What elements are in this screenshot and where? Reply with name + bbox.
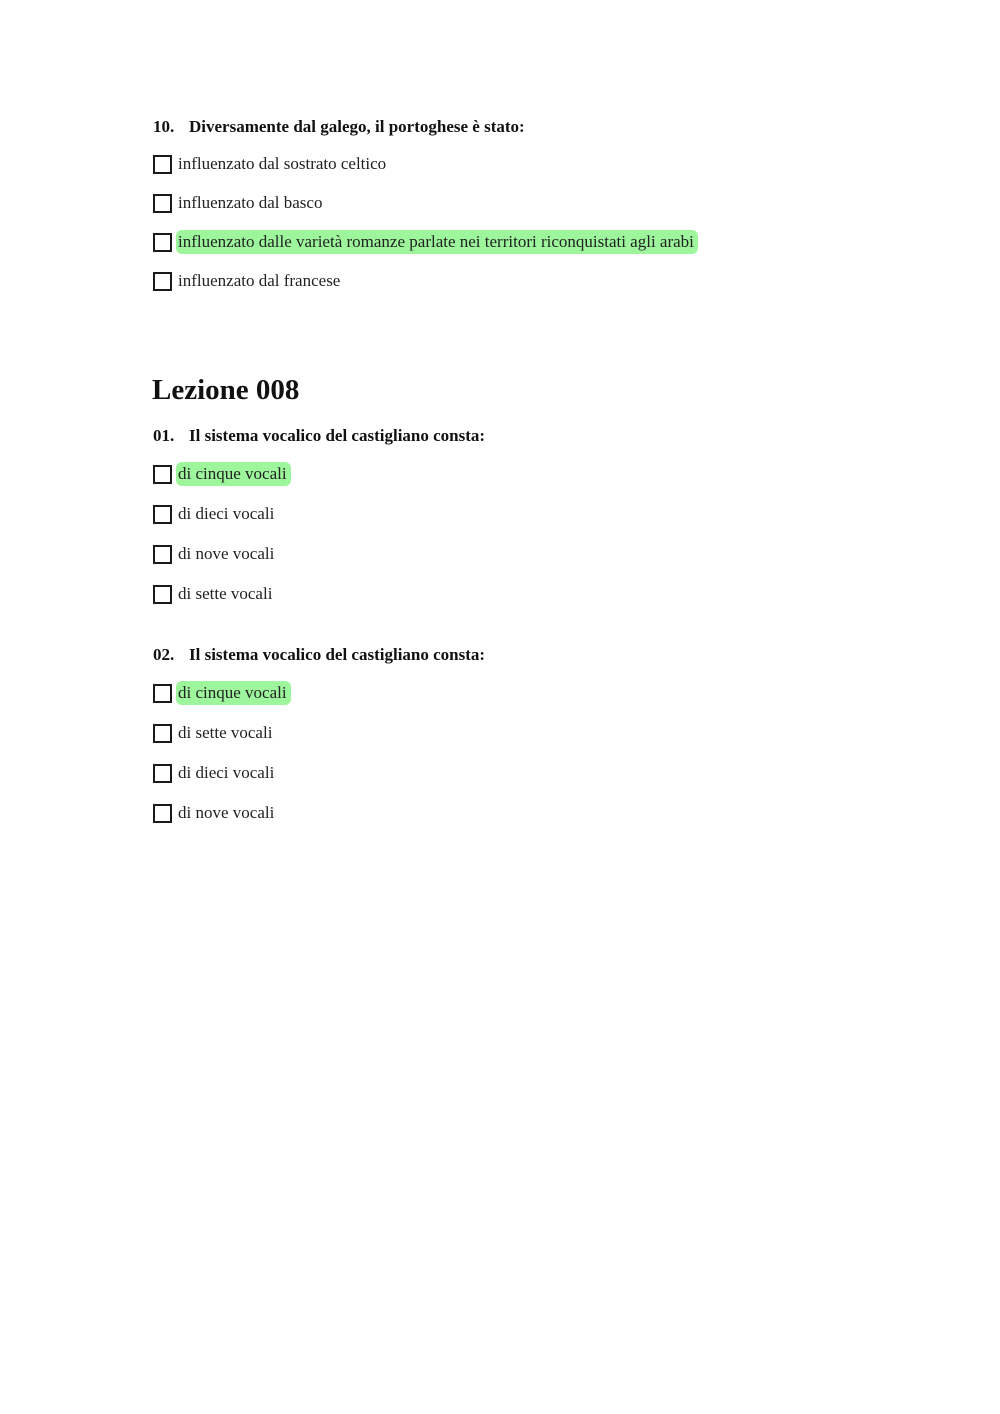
checkbox[interactable] [153,724,172,743]
option-label: influenzato dal francese [178,271,341,290]
checkbox[interactable] [153,505,172,524]
option-label: di sette vocali [178,723,273,742]
lesson-title: Lezione 008 [152,374,300,406]
checkbox[interactable] [153,194,172,213]
checkbox[interactable] [153,545,172,564]
option-label: di nove vocali [178,803,275,822]
option-label-correct: di cinque vocali [176,462,291,486]
option-label: di dieci vocali [178,763,275,782]
option-label-correct: di cinque vocali [176,681,291,705]
option-q01-b[interactable] [153,502,278,526]
question-02 [153,645,485,665]
checkbox[interactable] [153,585,172,604]
question-number: 01. [153,426,175,445]
question-text: Il sistema vocalico del castigliano consta: [189,645,486,664]
option-q10-d[interactable] [153,269,344,293]
option-q10-a[interactable] [153,152,390,176]
question-text: Il sistema vocalico del castigliano consta: [189,426,486,445]
checkbox[interactable] [153,233,172,252]
option-q01-d[interactable] [153,582,276,606]
question-10 [153,117,525,137]
option-q02-a[interactable] [153,681,291,705]
option-label: di nove vocali [178,544,275,563]
checkbox[interactable] [153,804,172,823]
checkbox[interactable] [153,684,172,703]
option-q02-b[interactable] [153,721,276,745]
checkbox[interactable] [153,272,172,291]
option-q01-c[interactable] [153,542,278,566]
option-q02-d[interactable] [153,801,278,825]
option-q02-c[interactable] [153,761,278,785]
option-label: influenzato dal sostrato celtico [178,154,387,173]
option-q10-c[interactable] [153,230,698,254]
checkbox[interactable] [153,155,172,174]
option-q10-b[interactable] [153,191,326,215]
question-number: 02. [153,645,175,664]
option-label: di sette vocali [178,584,273,603]
option-q01-a[interactable] [153,462,291,486]
checkbox[interactable] [153,465,172,484]
option-label: influenzato dal basco [178,193,323,212]
checkbox[interactable] [153,764,172,783]
question-text: Diversamente dal galego, il portoghese è stato: [189,117,525,136]
question-number: 10. [153,117,175,136]
option-label: di dieci vocali [178,504,275,523]
question-01 [153,426,485,446]
option-label-correct: influenzato dalle varietà romanze parlate nei territori riconquistati agli arabi [176,230,698,254]
